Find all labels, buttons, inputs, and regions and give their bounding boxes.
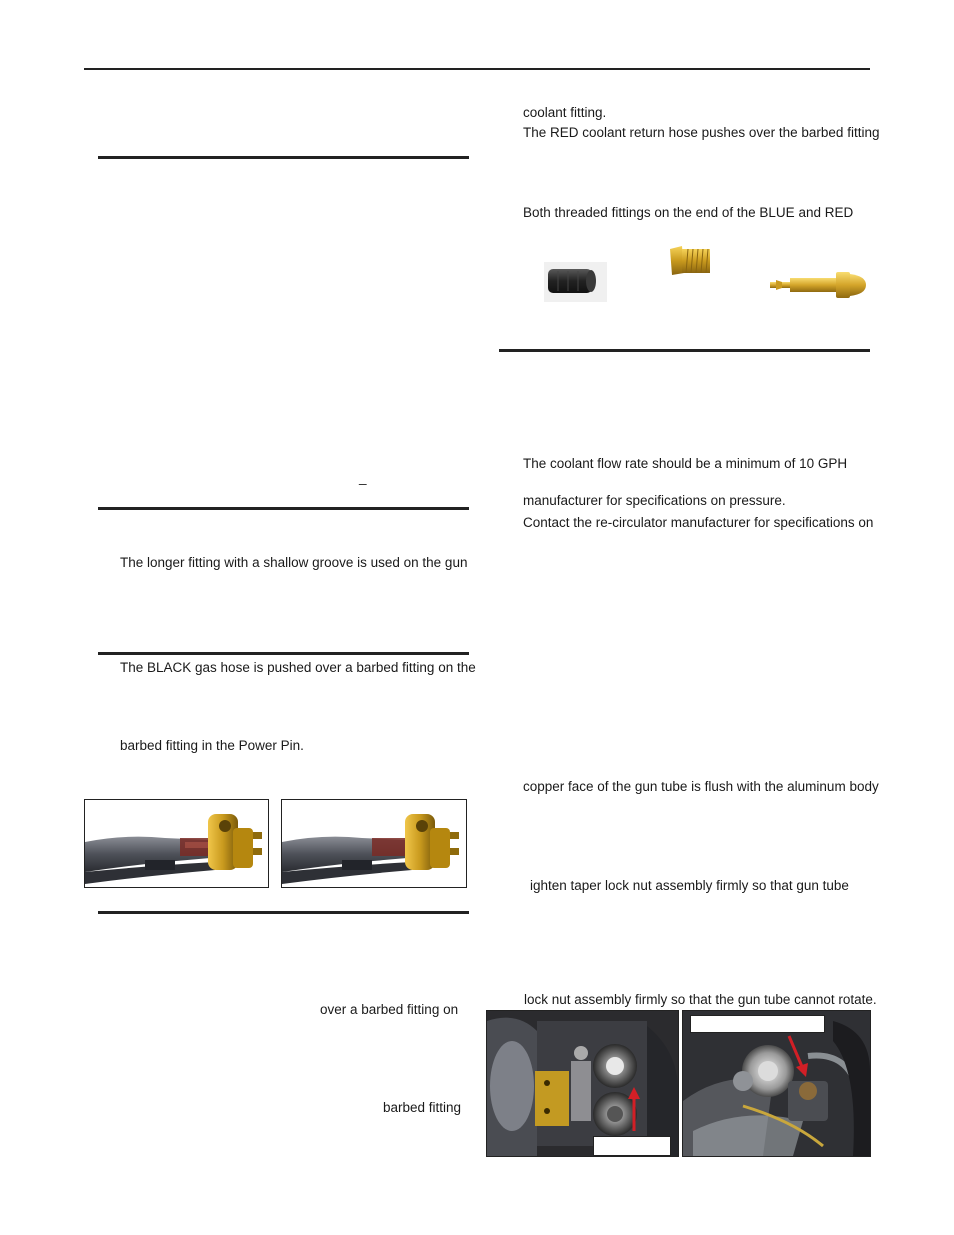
- body-text: The coolant flow rate should be a minimum of 10 GPH: [523, 456, 848, 471]
- body-text: The RED coolant return hose pushes over the barbed fitting: [523, 125, 880, 140]
- body-text: coolant fitting.: [523, 105, 607, 120]
- body-text: barbed fitting in the Power Pin.: [120, 738, 304, 753]
- section-rule: [499, 349, 870, 352]
- body-text: ighten taper lock nut assembly firmly so that gun tube: [530, 878, 849, 893]
- callout-label-box: [690, 1015, 825, 1033]
- body-text: The BLACK gas hose is pushed over a barbed fitting on the: [120, 660, 476, 675]
- stray-mark: _: [359, 470, 367, 485]
- section-rule: [98, 652, 469, 655]
- section-rule: [98, 911, 469, 914]
- callout-label-box: [593, 1136, 671, 1156]
- body-text: manufacturer for specifications on pressure.: [523, 493, 786, 508]
- body-text: copper face of the gun tube is flush with the aluminum body: [523, 779, 879, 794]
- drive-assembly-photo: [486, 1010, 679, 1157]
- power-pin-photo-1: [84, 799, 269, 888]
- header-rule: [84, 68, 870, 70]
- body-text: Contact the re-circulator manufacturer for specifications on: [523, 515, 874, 530]
- body-text: The longer fitting with a shallow groove is used on the gun: [120, 555, 468, 570]
- body-text: lock nut assembly firmly so that the gun tube cannot rotate.: [524, 992, 877, 1007]
- body-text: over a barbed fitting on: [320, 1002, 459, 1017]
- power-pin-photo-2: [281, 799, 467, 888]
- section-rule: [98, 156, 469, 159]
- black-fitting-image: [544, 262, 607, 302]
- brass-nut-image: [668, 243, 716, 279]
- section-rule: [98, 507, 469, 510]
- gun-tube-photo: [682, 1010, 871, 1157]
- brass-barbed-fitting-image: [768, 268, 868, 302]
- body-text: barbed fitting: [383, 1100, 462, 1115]
- body-text: Both threaded fittings on the end of the BLUE and RED: [523, 205, 854, 220]
